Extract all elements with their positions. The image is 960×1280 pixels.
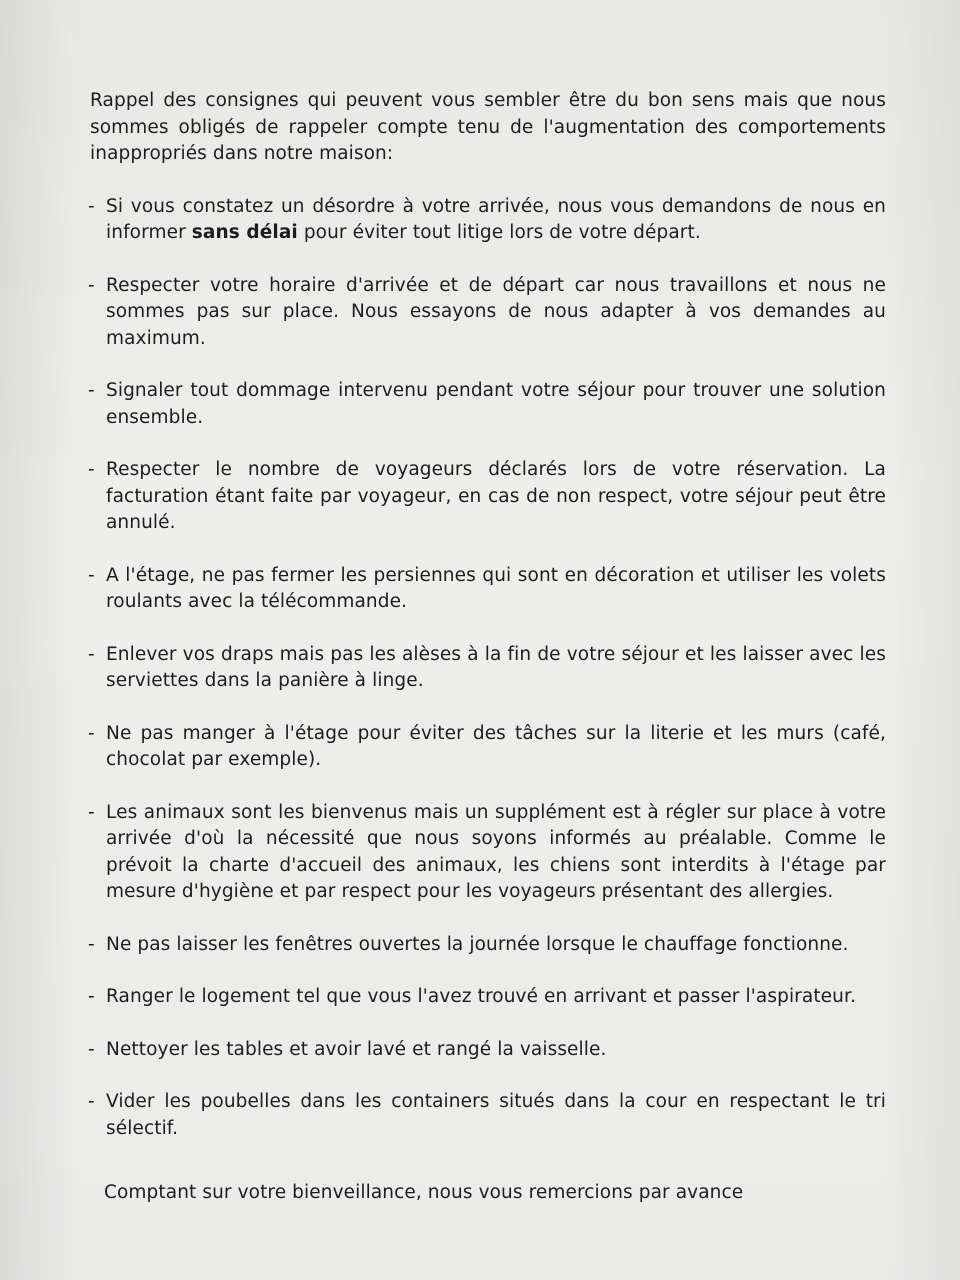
list-item-arrival-disorder [78,194,886,247]
bullet-dash: - [88,801,95,823]
bullet-dash: - [88,195,95,217]
bullet-dash: - [88,274,95,296]
item-text: Ne pas manger à l'étage pour éviter des tâches sur la literie et les murs (café, chocolat par exemple). [106,722,886,770]
item-text: Ne pas laisser les fenêtres ouvertes la journée lorsque le chauffage fonctionne. [106,933,849,955]
list-item-travellers [78,457,886,537]
list-item-sheets [78,642,886,695]
item-text: Enlever vos draps mais pas les alèses à la fin de votre séjour et les laisser avec les serviettes dans la panière à linge. [106,643,886,691]
intro-paragraph: Rappel des consignes qui peuvent vous sembler être du bon sens mais que nous sommes obligés de rappeler compte tenu de l'augmentation des comportements inappropriés dans notre maison: [90,90,886,164]
item-text: Respecter votre horaire d'arrivée et de départ car nous travaillons et nous ne sommes pas sur place. Nous essayons de nous adapter à vos demandes au maximum. [106,274,886,349]
list-item-no-eating [78,721,886,774]
list-item-trash [78,1089,886,1142]
list-item-damage [78,378,886,431]
item-text: pour éviter tout litige lors de votre départ. [297,222,701,243]
item-text: Nettoyer les tables et avoir lavé et rangé la vaisselle. [106,1038,607,1060]
list-item-dishes [78,1037,886,1064]
item-emphasis: sans délai [191,222,298,243]
bullet-dash: - [88,1038,95,1060]
bullet-dash: - [88,722,95,744]
bullet-dash: - [88,933,95,955]
bullet-dash: - [88,380,95,401]
item-text: Ranger le logement tel que vous l'avez trouvé en arrivant et passer l'aspirateur. [106,986,856,1007]
bullet-dash: - [88,1091,95,1112]
bullet-dash: - [88,986,95,1007]
bullet-dash: - [88,459,95,480]
closing-line: Comptant sur votre bienveillance, nous vous remercions par avance [104,1182,744,1203]
notice-document [78,88,886,1207]
list-item-tidy [78,984,886,1011]
item-text: A l'étage, ne pas fermer les persiennes qui sont en décoration et utiliser les volets roulants avec la télécommande. [106,564,886,612]
rules-list [78,194,886,1143]
item-text: Les animaux sont les bienvenus mais un supplément est à régler sur place à votre arrivée d'où la nécessité que nous soyons informés au préalable. Comme le prévoit la charte d'accueil des animaux, les chiens sont interdits à l'étage par mesure d'hygiène et par respect pour les voyageurs présentant des allergies. [106,801,886,902]
bullet-dash: - [88,643,95,665]
item-text: Vider les poubelles dans les containers situés dans la cour en respectant le tri sélectif. [106,1091,886,1139]
list-item-windows [78,932,886,959]
item-text: Si vous constatez un désordre à votre arrivée, nous vous demandons de nous en informer [106,195,886,243]
item-text: Signaler tout dommage intervenu pendant votre séjour pour trouver une solution ensemble. [106,380,886,428]
list-item-schedule [78,273,886,353]
bullet-dash: - [88,564,95,586]
list-item-shutters [78,563,886,616]
item-text: Respecter le nombre de voyageurs déclarés lors de votre réservation. La facturation étant faite par voyageur, en cas de non respect, votre séjour peut être annulé. [106,459,886,533]
list-item-animals [78,800,886,906]
